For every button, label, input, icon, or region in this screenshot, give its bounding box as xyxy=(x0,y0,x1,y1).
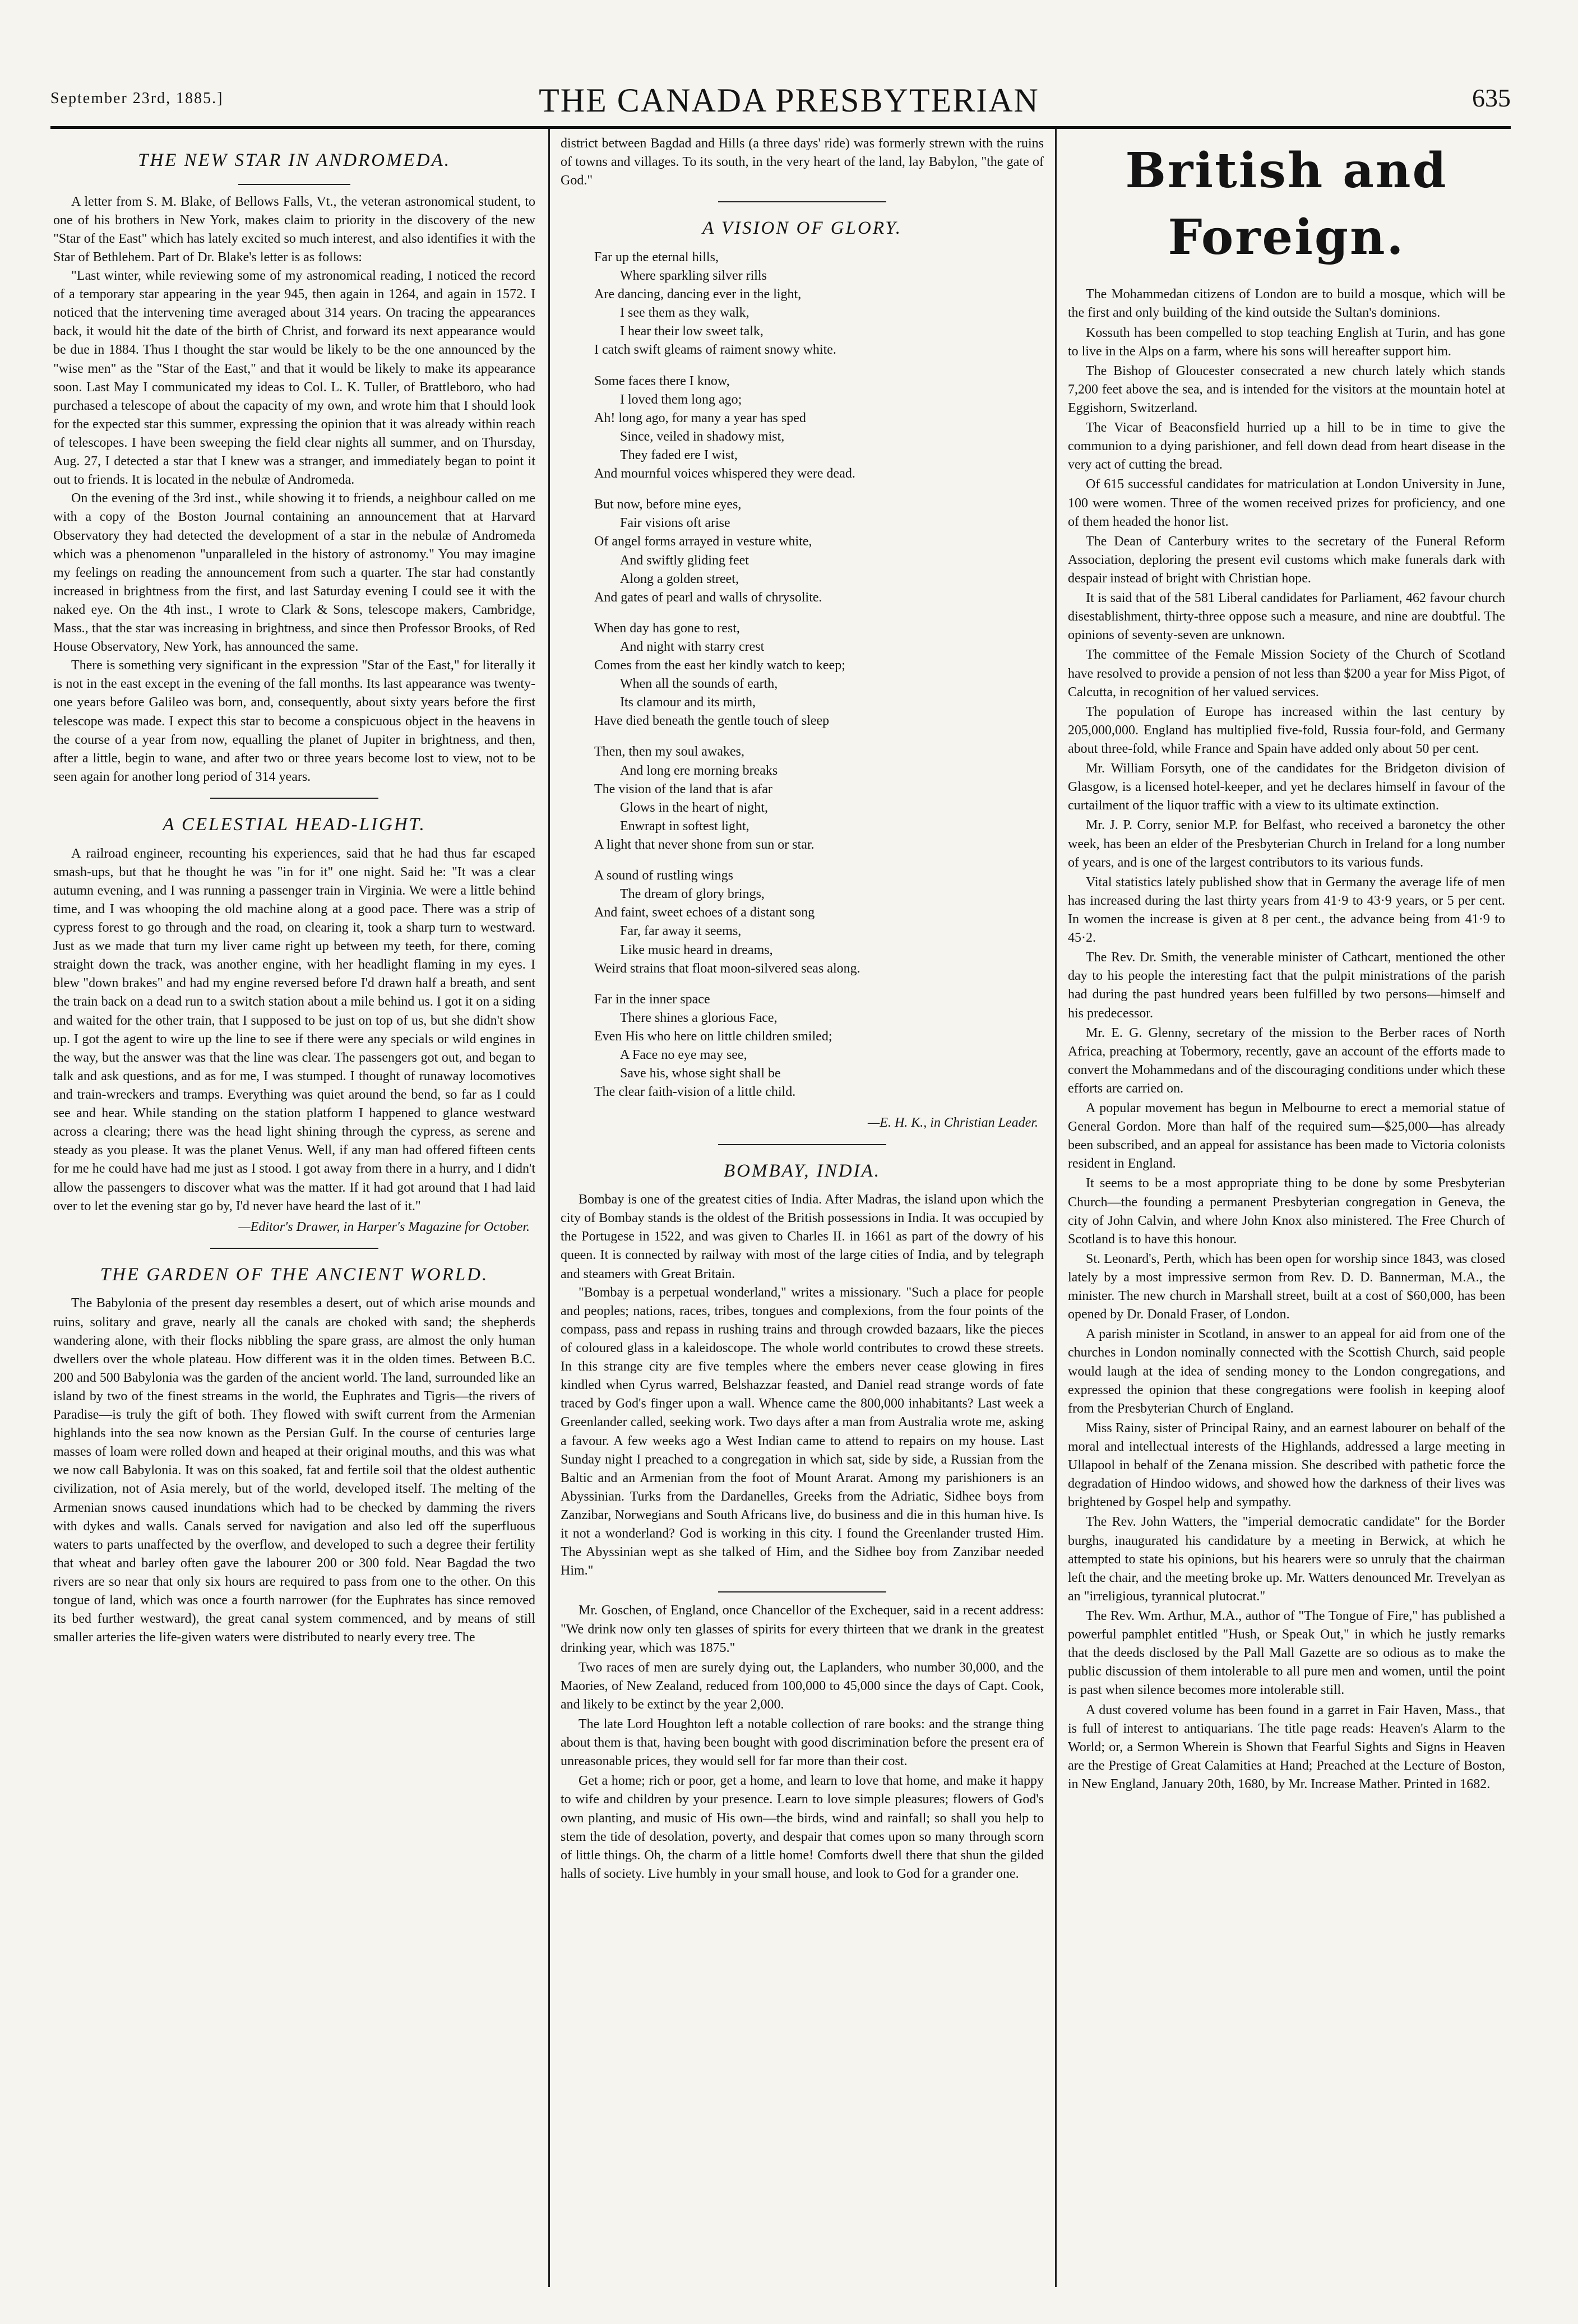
article-paragraph: A railroad engineer, recounting his experiences, said that he had thus far escaped smash-ups, but that he thought he was "in for it" one night. Said he: "It was a clear autumn evening, and I was running a passenger train in Virginia. We were a little behind time, and I was whooping the old machine along at a good pace. There was a strip of cypress forest to go through and the road, on clearing it, took a sharp turn to westward. Just as we made that turn my liver came right up between my teeth, for there, coming straight down the track, was another engine, with her headlight flaming in my eyes. I blew "down brakes" and had my engine reversed before I'd drawn half a breath, and sent the train back on a dead run to a switch station about a mile behind us. I got it on a siding and waited for the other train, that I supposed to be just on top of us, but she didn't show up. I got the agent to wire up the line to see if there were any specials or wild engines in the way, but the answer was that the line was clear. The passengers got out, and began to talk and ask questions, and as for me, I was stumped. I thought of runaway locomotives and train-wreckers and tramps. Everything was quiet around the bend, so far as I could see and hear. While standing on the station platform I happened to glance westward across a clearing; there was the head light shining through the cypress, as serene and steady as you please. It was the planet Venus. Well, if any man had offered fifteen cents for me he could have had me just as I stood. I got away from there in a hurry, and I didn't allow the passengers to discover what was the matter. If it had got around that I had laid over to let the evening star go by, I'd never have heard the last of it." xyxy=(53,846,535,1214)
column-divider xyxy=(548,129,550,2287)
section-divider xyxy=(718,1591,886,1592)
article-title-bombay: BOMBAY, INDIA. xyxy=(723,1160,881,1181)
poem-line: Then, then my soul awakes, xyxy=(594,744,744,760)
news-note: Mr. E. G. Glenny, secretary of the mission to the Berber races of North Africa, preaching at Tobermory, recently, gave an account of the efforts made to convert the Mohammedans and of the discouraging conditions under which these efforts are carried on. xyxy=(1068,1025,1505,1096)
news-note: It is said that of the 581 Liberal candidates for Parliament, 462 favour church disestablishment, thirty-three oppose such a measure, and nine are doubtful. The opinions of seventy-seven are unknown. xyxy=(1068,591,1505,643)
news-note: Of 615 successful candidates for matriculation at London University in June, 100 were women. Three of the women received prizes for proficiency, and one of them headed the honor list. xyxy=(1068,477,1505,529)
poem-line: Of angel forms arrayed in vesture white, xyxy=(594,534,812,549)
poem-line: I catch swift gleams of raiment snowy white. xyxy=(594,342,836,358)
poem-line: And night with starry crest xyxy=(620,639,765,654)
poem-line: Glows in the heart of night, xyxy=(620,800,768,815)
news-note: The Rev. Dr. Smith, the venerable minister of Cathcart, mentioned the other day to his people the interesting fact that the pulpit ministrations of the parish had during the past hundred years been fulfilled by two persons—himself and his predecessor. xyxy=(1068,950,1505,1021)
issue-date: September 23rd, 1885.] xyxy=(50,90,224,107)
article-paragraph: On the evening of the 3rd inst., while showing it to friends, a neighbour called on me with a copy of the Boston Journal containing an announcement that at Harvard Observatory they had detected the development of a star in the nebulæ of Andromeda which was a phenomenon "unparalleled in the history of astronomy." You may imagine my feelings on reading the announcement from such a quarter. The star had constantly increased in brightness from the first, and last Saturday evening I could see it with the naked eye. On the 4th inst., I wrote to Clark & Sons, telescope makers, Cambridge, Mass., that the star was increasing in brightness, and since then Professor Brooks, of Red House Observatory, New York, has announced the same. xyxy=(53,491,535,655)
poem-stanza xyxy=(594,248,1044,360)
news-note: The Dean of Canterbury writes to the secretary of the Funeral Reform Association, deploring the present evil customs which make funerals dark with despair instead of bright with Christian hope. xyxy=(1068,534,1505,586)
poem-line: I loved them long ago; xyxy=(620,392,742,407)
article-paragraph: A letter from S. M. Blake, of Bellows Falls, Vt., the veteran astronomical student, to one of his brothers in New York, makes claim to priority in the discovery of the new "Star of the East" which has lately excited so much interest, and also identifies it with the Star of Bethlehem. Part of Dr. Blake's letter is as follows: xyxy=(53,194,535,265)
poem-stanza xyxy=(594,743,1044,854)
news-note: The Rev. Wm. Arthur, M.A., author of "The Tongue of Fire," has published a powerful pamphlet entitled "Hush, or Speak Out," in which he justly remarks that the deeds disclosed by the Pall Mall Gazette are so odious as to make the public discussion of them intolerable to all pure men and women, until the point is past when silence becomes more intolerable still. xyxy=(1068,1609,1505,1698)
poem-line: Far up the eternal hills, xyxy=(594,249,719,265)
news-note: The Bishop of Gloucester consecrated a new church lately which stands 7,200 feet above the sea, and is intended for the visitors at the mountain hotel at Eggishorn, Switzerland. xyxy=(1068,363,1505,415)
poem-line: A light that never shone from sun or star. xyxy=(594,837,815,853)
article-paragraph: "Bombay is a perpetual wonderland," writes a missionary. "Such a place for people and peoples; nations, races, tribes, tongues and complexions, from the four points of the compass, pass and repass in rushing trains and through crowded bazaars, like the pieces of coloured glass in a kaleidoscope. The whole world contributes to crowd these streets. In this strange city are five temples where the embers never cease glowing in fires kindled when Cyrus warred, Belshazzar feasted, and Daniel read strange words of fate traced by God's finger upon a wall. Whence came the 800,000 inhabitants? Last week a Greenlander called, seeking work. Two days after a man from Australia wrote me, asking a favour. A few weeks ago a West Indian came to attend to repairs on my house. Last Sunday night I preached to a congregation in which sat, side by side, a Russian from the Baltic and an Armenian from the foot of Mount Ararat. Among my parishioners is an Abyssinian. Turks from the Dardanelles, Greeks from the Adriatic, Sidhee boys from Zanzibar, Norwegians and South Africans live, do business and die in this human hive. Is it not a wonderland? God is working in this city. I found the Greenlander trusted Him. The Abyssinian wept as she talked of Him, and the Sidhee boy from Zanzibar needed Him." xyxy=(561,1285,1044,1578)
poem-line: Since, veiled in shadowy mist, xyxy=(620,429,785,444)
news-note: A dust covered volume has been found in a garret in Fair Haven, Mass., that is full of interest to antiquarians. The title page reads: Heaven's Alarm to the World; or, a Sermon Wherein is Shown that Fearful Sights and Signs in Heaven are the Prestige of Great Calamities at Hand; Preached at the Lecture of Boston, in New England, January 20th, 1680, by Mr. Increase Mather. Printed in 1682. xyxy=(1068,1702,1505,1791)
news-note: The population of Europe has increased within the last century by 205,000,000. England has multiplied five-fold, Russia four-fold, and Germany about three-fold, while France and Spain have added only about 50 per cent. xyxy=(1068,704,1505,756)
news-note: The Mohammedan citizens of London are to build a mosque, which will be the first and only building of the kind outside the Sultan's dominions. xyxy=(1068,287,1505,321)
section-divider xyxy=(210,798,378,799)
header-rule xyxy=(50,126,1511,129)
news-note: The Vicar of Beaconsfield hurried up a hill to be in time to give the communion to a dying parishioner, and fell down dead from heart disease in the very act of cutting the bread. xyxy=(1068,420,1505,473)
poem-line: Weird strains that float moon-silvered seas along. xyxy=(594,961,860,976)
section-divider xyxy=(718,201,886,202)
poem-line: And swiftly gliding feet xyxy=(620,553,749,568)
article-paragraph: There is something very significant in the expression "Star of the East," for literally it is not in the east except in the evening of the fall months. Its last appearance was twenty-one years before Galileo was born, and, consequently, about sixty years before the first telescope was made. I expect this star to become a conspicuous object in the heavens in the course of a year from now, equalling the planet of Jupiter in brightness, and then, after a little, begin to wane, and after two or three years become lost to view, not to be seen again for another long period of 314 years. xyxy=(53,658,535,784)
poem-line: Its clamour and its mirth, xyxy=(620,695,756,710)
section-divider xyxy=(210,1248,378,1249)
poem-stanza xyxy=(594,372,1044,484)
poem-line: Where sparkling silver rills xyxy=(620,268,767,283)
section-divider xyxy=(718,1144,886,1145)
poem-line: Ah! long ago, for many a year has sped xyxy=(594,410,806,425)
news-note: The late Lord Houghton left a notable collection of rare books: and the strange thing about them is that, having been bought with good discrimination before the present era of unreasonable prices, they would sell for far more than their cost. xyxy=(561,1717,1044,1769)
article-title-garden: THE GARDEN OF THE ANCIENT WORLD. xyxy=(100,1264,489,1285)
poem-line: The vision of the land that is afar xyxy=(594,781,772,797)
poem-credit: —E. H. K., in Christian Leader. xyxy=(867,1115,1038,1131)
poem-line: Are dancing, dancing ever in the light, xyxy=(594,287,802,302)
poem-stanza xyxy=(594,619,1044,731)
article-title-new-star: THE NEW STAR IN ANDROMEDA. xyxy=(138,150,451,170)
poem-line: When day has gone to rest, xyxy=(594,621,740,636)
poem-body xyxy=(594,248,1044,1102)
poem-line: And long ere morning breaks xyxy=(620,763,778,778)
news-note: The Rev. John Watters, the "imperial democratic candidate" for the Border burghs, inaugurated his candidature by a meeting in Berwick, at which he attempted to state his opinions, but his hearers were so unruly that the chairman left the chair, and the meeting broke up. Mr. Watters denounced Mr. Trevelyan as an "irreligious, tyrannical plutocrat." xyxy=(1068,1515,1505,1604)
news-note: Miss Rainy, sister of Principal Rainy, and an earnest labourer on behalf of the moral and intellectual interests of the Highlands, addressed a large meeting in Ullapool in behalf of the Zenana mission. She described with pathetic force the degradation of Hindoo widows, and showed how the darkness of their lives was brightened by Gospel help and sympathy. xyxy=(1068,1420,1505,1510)
poem-line: A sound of rustling wings xyxy=(594,868,734,883)
news-notes-list xyxy=(1068,285,1505,1794)
poem-line: The clear faith-vision of a little child. xyxy=(594,1085,796,1100)
news-note: The committee of the Female Mission Society of the Church of Scotland have resolved to provide a pension of not less than $200 a year for Miss Pigot, of Calcutta, in recognition of her valued services. xyxy=(1068,647,1505,700)
poem-line: Have died beneath the gentle touch of sleep xyxy=(594,714,830,729)
article-continuation: district between Bagdad and Hills (a three days' ride) was formerly strewn with the ruins of towns and villages. To its south, in the very heart of the land, lay Babylon, "the gate of God." xyxy=(561,136,1044,188)
page-number: 635 xyxy=(1472,84,1511,112)
column-left xyxy=(53,135,535,2287)
article-title-celestial-headlight: A CELESTIAL HEAD-LIGHT. xyxy=(163,814,426,835)
poem-line: I hear their low sweet talk, xyxy=(620,324,763,339)
poem-line: Even His who here on little children smiled; xyxy=(594,1029,832,1044)
poem-stanza xyxy=(594,990,1044,1102)
poem-stanza xyxy=(594,496,1044,607)
poem-line: And faint, sweet echoes of a distant song xyxy=(594,905,815,920)
article-paragraph: "Last winter, while reviewing some of my astronomical reading, I noticed the record of a temporary star appearing in the year 945, then again in 1264, and again in 1572. I noticed that the intervening time averaged about 314 years. On tracing the appearances back, it would hit the date of the birth of Christ, and forward its next appearance would be due in 1884. Thus I thought the star would be likely to be the one announced by the "wise men" as the "Star of the East," and that it would be likely to make its appearance soon. Last May I communicated my ideas to Col. L. K. Tuller, of Brattleboro, who had purchased a telescope of about the capacity of my own, and wrote him that I should look for the expected star this summer, expressing the opinion that it was already within reach of telescopes. I have been sweeping the field clear nights all summer, and on Thursday, Aug. 27, I detected a star that I knew was a stranger, and immediately began to point it out to friends. It is located in the nebulæ of Andromeda. xyxy=(53,268,535,488)
poem-line: They faded ere I wist, xyxy=(620,447,738,462)
poem-line: But now, before mine eyes, xyxy=(594,497,742,512)
title-rule xyxy=(238,184,350,185)
section-heading-british-foreign: British and Foreign. xyxy=(1125,142,1448,266)
poem-line: Comes from the east her kindly watch to keep; xyxy=(594,658,845,673)
running-head xyxy=(0,0,1578,140)
poem-line: And mournful voices whispered they were dead. xyxy=(594,466,855,482)
poem-line: Enwrapt in softest light, xyxy=(620,818,749,834)
column-divider xyxy=(1055,129,1057,2287)
column-middle xyxy=(561,135,1044,2287)
poem-line: A Face no eye may see, xyxy=(620,1048,747,1063)
news-note: Get a home; rich or poor, get a home, and learn to love that home, and make it happy to wife and children by your presence. Learn to love simple pleasures; flowers of God's own planting, and music of His own—the birds, wind and rainfall; so shall you help to stem the tide of desolation, poverty, and despair that comes upon so many through scorn of little things. Oh, the charm of a little home! Comforts dwell there that shun the gilded halls of society. Live humbly in your small house, and look to God for a grander one. xyxy=(561,1774,1044,1881)
poem-stanza xyxy=(594,867,1044,978)
article-credit: —Editor's Drawer, in Harper's Magazine for October. xyxy=(238,1219,530,1234)
poem-line: Far in the inner space xyxy=(594,992,710,1007)
publication-title: THE CANADA PRESBYTERIAN xyxy=(539,82,1039,119)
column-right xyxy=(1068,135,1505,2287)
news-note: It seems to be a most appropriate thing to be done by some Presbyterian Church—the founding a permanent Presbyterian congregation in Geneva, the city of John Calvin, and where John Knox also ministered. The Free Church of Scotland is to have this honour. xyxy=(1068,1176,1505,1247)
poem-line: Along a golden street, xyxy=(620,571,739,586)
poem-line: The dream of glory brings, xyxy=(620,887,765,902)
poem-line: I see them as they walk, xyxy=(620,305,749,321)
article-paragraph: The Babylonia of the present day resembles a desert, out of which arise mounds and ruins, solitary and grave, nearly all the canals are choked with sand; the shepherds wandering alone, with their flocks nibbling the spare grass, are almost the only human dwellers over the whole plateau. How different was it in the olden times. Between B.C. 200 and 500 Babylonia was the garden of the ancient world. The land, surrounded like an island by two of the finest streams in the world, the Euphrates and Tigris—the rivers of Paradise—is truly the gift of both. They flowed with swift current from the Armenian highlands into the sea now known as the Persian Gulf. In the course of centuries large masses of loam were rolled down and heaped at their original mouths, and this was what we now call Babylonia. It was on this soaked, fat and fertile soil that the oldest authentic civilization, not of Asia merely, but of the world, developed itself. The melting of the Armenian snows caused inundations which had to be checked by damming the rivers with dykes and walls. Canals served for navigation and also led off the superfluous waters to parts unaffected by the overflow, and developed to such a degree their fertility that wheat and barley often gave the labourer 200 or 300 fold. Near Bagdad the two rivers are so near that only six hours are required to pass from one to the other. On this tongue of land, which was once a fourth narrower (for the Euphrates has since removed its bed further westward), the great canal system commenced, and by means of still smaller arteries the life-given waters were distributed to nearly every tree. The xyxy=(53,1296,535,1645)
news-note: Mr. William Forsyth, one of the candidates for the Bridgeton division of Glasgow, is a licensed hotel-keeper, and yet he declares himself in favour of the curtailment of the liquor traffic with a view to its ultimate extinction. xyxy=(1068,761,1505,813)
poem-line: Some faces there I know, xyxy=(594,373,730,388)
news-note: Mr. Goschen, of England, once Chancellor of the Exchequer, said in a recent address: "We drink now only ten glasses of spirits for every thirteen that we drank in the greatest drinking year, which was 1875." xyxy=(561,1603,1044,1655)
news-note: Two races of men are surely dying out, the Laplanders, who number 30,000, and the Maories, of New Zealand, reduced from 100,000 to 45,000 since the days of Capt. Cook, and likely to be extinct by the year 2,000. xyxy=(561,1660,1044,1712)
poem-line: When all the sounds of earth, xyxy=(620,677,778,692)
poem-line: And gates of pearl and walls of chrysolite. xyxy=(594,590,822,605)
news-note: St. Leonard's, Perth, which has been open for worship since 1843, was closed lately by a most impressive sermon from Rev. D. D. Bannerman, M.A., the minister. The new church in Marshall street, built at a cost of $60,000, has been opened by Dr. Donald Fraser, of London. xyxy=(1068,1251,1505,1322)
news-note: Mr. J. P. Corry, senior M.P. for Belfast, who received a baronetcy the other week, has been an elder of the Presbyterian Church in Ireland for a long number of years, and is one of the largest contributors to its various funds. xyxy=(1068,818,1505,870)
poem-line: Fair visions oft arise xyxy=(620,516,730,531)
article-paragraph: Bombay is one of the greatest cities of India. After Madras, the island upon which the city of Bombay stands is the oldest of the British possessions in India. It was occupied by the Portugese in 1522, and was given to Charles II. in 1661 as part of the dowry of his queen. It is connected by railway with most of the large cities of India, and by telegraph and steamers with Great Britain. xyxy=(561,1192,1044,1281)
poem-line: There shines a glorious Face, xyxy=(620,1010,778,1025)
poem-title: A VISION OF GLORY. xyxy=(702,218,902,239)
news-note: A popular movement has begun in Melbourne to erect a memorial statue of General Gordon. More than half of the required sum—$25,000—has already been subscribed, and an appeal for assistance has been made to Victoria colonists resident in England. xyxy=(1068,1101,1505,1172)
news-note: Vital statistics lately published show that in Germany the average life of men has increased during the last thirty years from 41·9 to 43·9 years, or 5 per cent. In women the increase is given at 8 per cent., the advance being from 41·9 to 45·2. xyxy=(1068,874,1505,946)
poem-line: Save his, whose sight shall be xyxy=(620,1066,781,1081)
poem-line: Far, far away it seems, xyxy=(620,924,742,939)
news-note: Kossuth has been compelled to stop teaching English at Turin, and has gone to live in the Alps on a farm, where his sons will hereafter support him. xyxy=(1068,325,1505,359)
news-note: A parish minister in Scotland, in answer to an appeal for aid from one of the churches in London nominally connected with the Scottish Church, said people would laugh at the idea of sending money to the London congregations, and expressed the opinion that these congregations were foolish in keeping aloof from the Presbyterian Church of England. xyxy=(1068,1327,1505,1416)
poem-line: Like music heard in dreams, xyxy=(620,942,773,957)
